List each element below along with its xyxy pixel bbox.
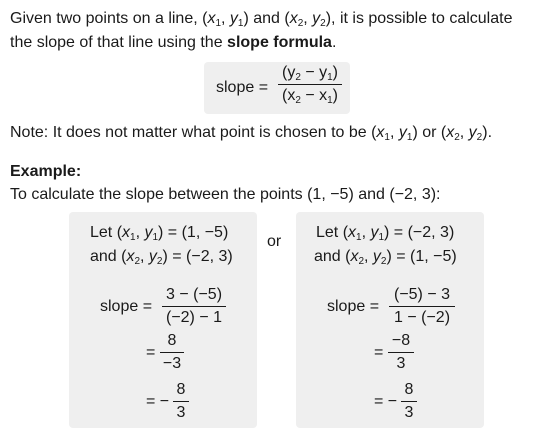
fraction-bar bbox=[173, 401, 189, 402]
point-x2-y2: ($x_2$, $y_2$) bbox=[284, 10, 332, 29]
fraction-bar bbox=[160, 352, 184, 353]
fraction-bar bbox=[401, 401, 417, 402]
point-x2-y2: ($x_2$, $y_2$) bbox=[440, 124, 488, 143]
left-and-line: and ($x_2$, $y_2) = (-2$, 3) bbox=[90, 248, 233, 267]
left-step3-prefix: = − bbox=[146, 393, 170, 410]
left-step3-fraction: 8 3 bbox=[173, 380, 189, 423]
fraction-bar bbox=[388, 352, 414, 353]
right-and-line: and ($x_2$, $y_2) = (1$, −5) bbox=[314, 248, 457, 267]
point-x1-y1: ($x_1$, $y_1$) bbox=[342, 224, 390, 243]
right-step3-fraction: 8 3 bbox=[401, 380, 417, 423]
point-x1-y1: ($x_1$, $y_1$) bbox=[116, 224, 164, 243]
right-step2-fraction: −8 3 bbox=[388, 331, 414, 374]
note-line: Note: It does not matter what point is chosen to be ($x_1$, $y_1$) or ($x_2$, $y_2$). bbox=[10, 124, 493, 143]
right-step3-prefix: = − bbox=[374, 393, 398, 410]
right-slope-label: slope = bbox=[327, 298, 380, 315]
right-step1-fraction bbox=[389, 285, 455, 328]
left-let-line: Let ($x_1$, $y_1) = (1$, −5) bbox=[90, 224, 229, 243]
left-step1-numerator: 3 − (−5) bbox=[165, 286, 223, 303]
point-x1-y1: ($x_1$, $y_1$) bbox=[202, 10, 249, 29]
point-x1-y1: ($x_1$, $y_1$) bbox=[371, 124, 418, 143]
right-let-line: Let ($x_1$, $y_1) = (-2$, 3) bbox=[316, 224, 455, 243]
formula-fraction bbox=[278, 63, 342, 106]
intro-line-2: the slope of that line using the slope formula. bbox=[10, 34, 337, 51]
left-step1-denominator: (−2) − 1 bbox=[165, 309, 223, 326]
example-intro: To calculate the slope between the points (1, −5) and (−2, 3): bbox=[10, 186, 441, 203]
right-step1-denominator: 1 − (−2) bbox=[393, 309, 451, 326]
intro-text: , it is possible to calculate bbox=[331, 10, 513, 27]
fraction-bar bbox=[278, 84, 342, 85]
left-step1-fraction bbox=[162, 285, 226, 328]
left-equals-1: = bbox=[146, 344, 156, 361]
formula-label: slope = bbox=[216, 79, 269, 96]
intro-text: and bbox=[248, 10, 285, 27]
intro-line-1 bbox=[10, 8, 512, 30]
point-x2-y2: ($x_2$, $y_2$) bbox=[121, 248, 168, 267]
left-step2-fraction: 8 −3 bbox=[160, 331, 184, 374]
formula-denominator: $(x_2 - x_1)$ bbox=[281, 87, 338, 106]
right-equals-1: = bbox=[374, 344, 384, 361]
or-label: or bbox=[267, 233, 282, 250]
right-step1-numerator: (−5) − 3 bbox=[393, 286, 451, 303]
fraction-bar bbox=[162, 306, 226, 307]
intro-text: Given two points on a line, bbox=[10, 10, 203, 27]
fraction-bar bbox=[389, 306, 455, 307]
left-slope-label: slope = bbox=[100, 298, 153, 315]
slope-formula-term: slope formula bbox=[227, 34, 332, 51]
formula-numerator: $(y_2 - y_1)$ bbox=[281, 64, 338, 83]
example-heading: Example: bbox=[10, 163, 82, 180]
point-x2-y2: ($x_2$, $y_2$) bbox=[345, 248, 392, 267]
